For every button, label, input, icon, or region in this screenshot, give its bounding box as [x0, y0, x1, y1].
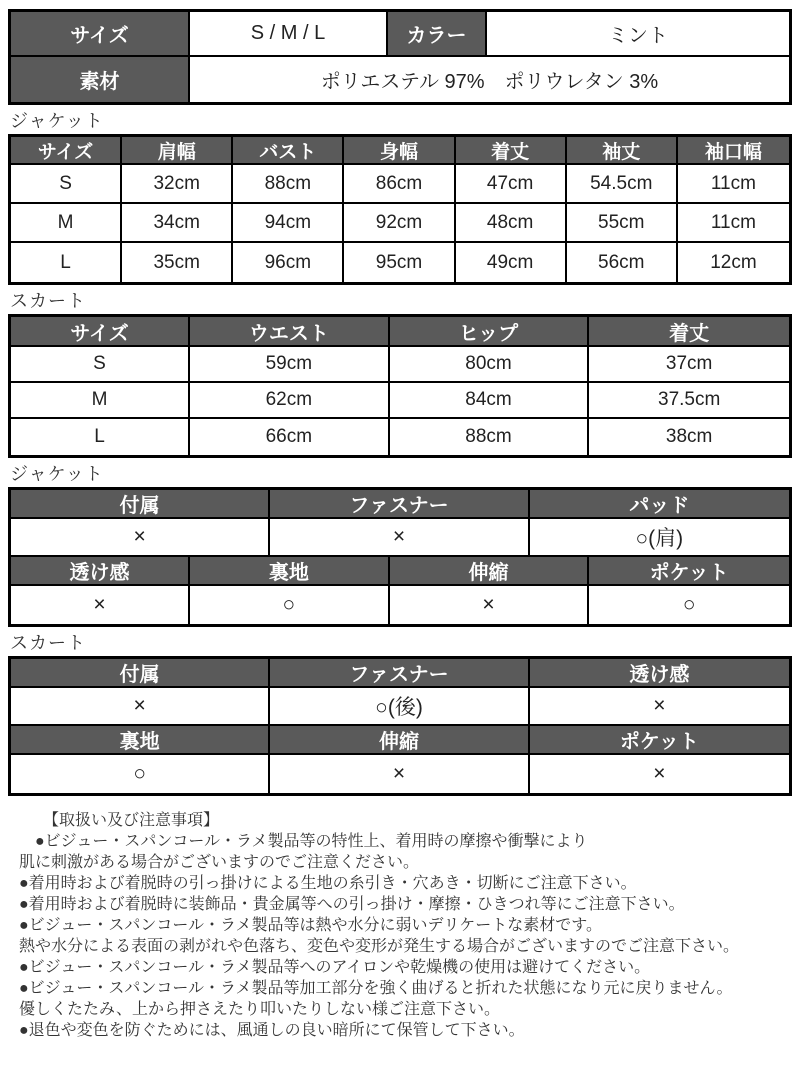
size-cell: S [11, 347, 190, 383]
jacket-features-value-row-2 [11, 586, 789, 624]
feature-value: × [270, 755, 529, 793]
size-cell: M [11, 204, 122, 243]
care-note-line: ●ビジュー・スパンコール・ラメ製品等へのアイロンや乾燥機の使用は避けてください。 [19, 959, 651, 976]
summary-size-label: サイズ [11, 12, 190, 57]
column-header: 着丈 [456, 137, 567, 165]
care-notes [19, 810, 792, 1041]
measure-cell: 66cm [190, 419, 390, 455]
column-header: 身幅 [344, 137, 455, 165]
measure-cell: 94cm [233, 204, 344, 243]
jacket-features-header-row-1 [11, 490, 789, 519]
jacket-size-table [8, 134, 792, 285]
measure-cell: 92cm [344, 204, 455, 243]
feature-header: ファスナー [270, 490, 529, 519]
measure-cell: 11cm [678, 165, 789, 204]
feature-header: 裏地 [190, 557, 390, 586]
measure-cell: 59cm [190, 347, 390, 383]
care-note-line: 熱や水分による表面の剥がれや色落ち、変色や変形が発生する場合がございますのでご注意下さい。 [19, 938, 740, 955]
feature-value: ○(後) [270, 688, 529, 726]
jacket-features-table [8, 487, 792, 627]
column-header: サイズ [11, 137, 122, 165]
column-header: 肩幅 [122, 137, 233, 165]
column-header: サイズ [11, 317, 190, 347]
size-spec-sheet [0, 9, 800, 1041]
summary-color-label: カラー [388, 12, 487, 57]
skirt-features-value-row-1 [11, 688, 789, 726]
size-cell: L [11, 243, 122, 282]
column-header: 着丈 [589, 317, 789, 347]
size-cell: M [11, 383, 190, 419]
care-note-line: 優しくたたみ、上から押さえたり叩いたりしない様ご注意下さい。 [19, 1001, 500, 1018]
measure-cell: 34cm [122, 204, 233, 243]
measure-cell: 37cm [589, 347, 789, 383]
feature-header: 裏地 [11, 726, 270, 755]
feature-header: パッド [530, 490, 789, 519]
column-header: バスト [233, 137, 344, 165]
feature-value: × [653, 762, 666, 785]
feature-header: ポケット [530, 726, 789, 755]
care-note-line: 肌に刺激がある場合がございますのでご注意ください。 [19, 854, 420, 871]
measure-cell: 49cm [456, 243, 567, 282]
measure-cell: 96cm [233, 243, 344, 282]
jacket-size-section-label: ジャケット [10, 111, 104, 131]
measure-cell: 55cm [567, 204, 678, 243]
feature-header: ポケット [589, 557, 789, 586]
measure-cell: 37.5cm [589, 383, 789, 419]
skirt-features-header-row-1 [11, 659, 789, 688]
feature-value: ○ [190, 586, 390, 624]
jacket-features-value-row-1 [11, 519, 789, 557]
summary-size-value: S / M / L [190, 12, 388, 57]
feature-value: × [270, 519, 529, 557]
feature-value: ○ [11, 755, 270, 793]
measure-cell: 56cm [567, 243, 678, 282]
measure-cell: 88cm [233, 165, 344, 204]
feature-header: 付属 [11, 490, 270, 519]
feature-value: ○ [682, 593, 696, 616]
jacket-features-section-label: ジャケット [10, 464, 104, 484]
measure-cell: 47cm [456, 165, 567, 204]
measure-cell: 62cm [190, 383, 390, 419]
summary-material-label: 素材 [11, 57, 190, 102]
skirt-features-header-row-2 [11, 726, 789, 755]
measure-cell: 84cm [390, 383, 590, 419]
measure-cell: 32cm [122, 165, 233, 204]
measure-cell: 88cm [390, 419, 590, 455]
measure-cell: 11cm [678, 204, 789, 243]
feature-value: × [390, 586, 590, 624]
size-cell: L [11, 419, 190, 455]
feature-header: 透け感 [530, 659, 789, 688]
summary-color-value: ミント [487, 12, 789, 57]
column-header: 袖口幅 [678, 137, 789, 165]
size-cell: S [11, 165, 122, 204]
measure-cell: 54.5cm [567, 165, 678, 204]
skirt-features-value-row-2 [11, 755, 789, 793]
care-note-line: ●ビジュー・スパンコール・ラメ製品等加工部分を強く曲げると折れた状態になり元に戻りません。 [19, 980, 733, 997]
care-notes-title: 【取扱い及び注意事項】 [43, 812, 220, 829]
skirt-size-table [8, 314, 792, 458]
feature-value: × [11, 519, 270, 557]
skirt-size-section-label: スカート [10, 291, 86, 311]
feature-value: × [11, 586, 190, 624]
measure-cell: 80cm [390, 347, 590, 383]
column-header: 袖丈 [567, 137, 678, 165]
care-note-line: ●着用時および着脱時の引っ掛けによる生地の糸引き・穴あき・切断にご注意下さい。 [19, 875, 637, 892]
skirt-features-section-label: スカート [10, 633, 86, 653]
measure-cell: 12cm [710, 251, 757, 273]
feature-header: 付属 [11, 659, 270, 688]
feature-header: 透け感 [11, 557, 190, 586]
column-header: ヒップ [390, 317, 590, 347]
feature-value: × [11, 688, 270, 726]
summary-material-value: ポリエステル 97% ポリウレタン 3% [320, 71, 659, 93]
summary-table [8, 9, 792, 105]
measure-cell: 38cm [665, 426, 713, 447]
feature-header: ファスナー [270, 659, 529, 688]
jacket-features-header-row-2 [11, 557, 789, 586]
measure-cell: 48cm [456, 204, 567, 243]
feature-header: 伸縮 [390, 557, 590, 586]
skirt-features-table [8, 656, 792, 796]
feature-value: × [530, 688, 789, 726]
care-note-line: ●着用時および着脱時に装飾品・貴金属等への引っ掛け・摩擦・ひきつれ等にご注意下さい。 [19, 896, 685, 913]
column-header: ウエスト [190, 317, 390, 347]
feature-header: 伸縮 [270, 726, 529, 755]
measure-cell: 95cm [344, 243, 455, 282]
feature-value: ○(肩) [530, 519, 789, 557]
care-note-line: ●退色や変色を防ぐためには、風通しの良い暗所にて保管して下さい。 [19, 1022, 525, 1039]
care-note-line: ●ビジュー・スパンコール・ラメ製品等の特性上、着用時の摩擦や衝撃により [35, 833, 588, 850]
measure-cell: 86cm [344, 165, 455, 204]
measure-cell: 35cm [122, 243, 233, 282]
care-note-line: ●ビジュー・スパンコール・ラメ製品等は熱や水分に弱いデリケートな素材です。 [19, 917, 602, 934]
